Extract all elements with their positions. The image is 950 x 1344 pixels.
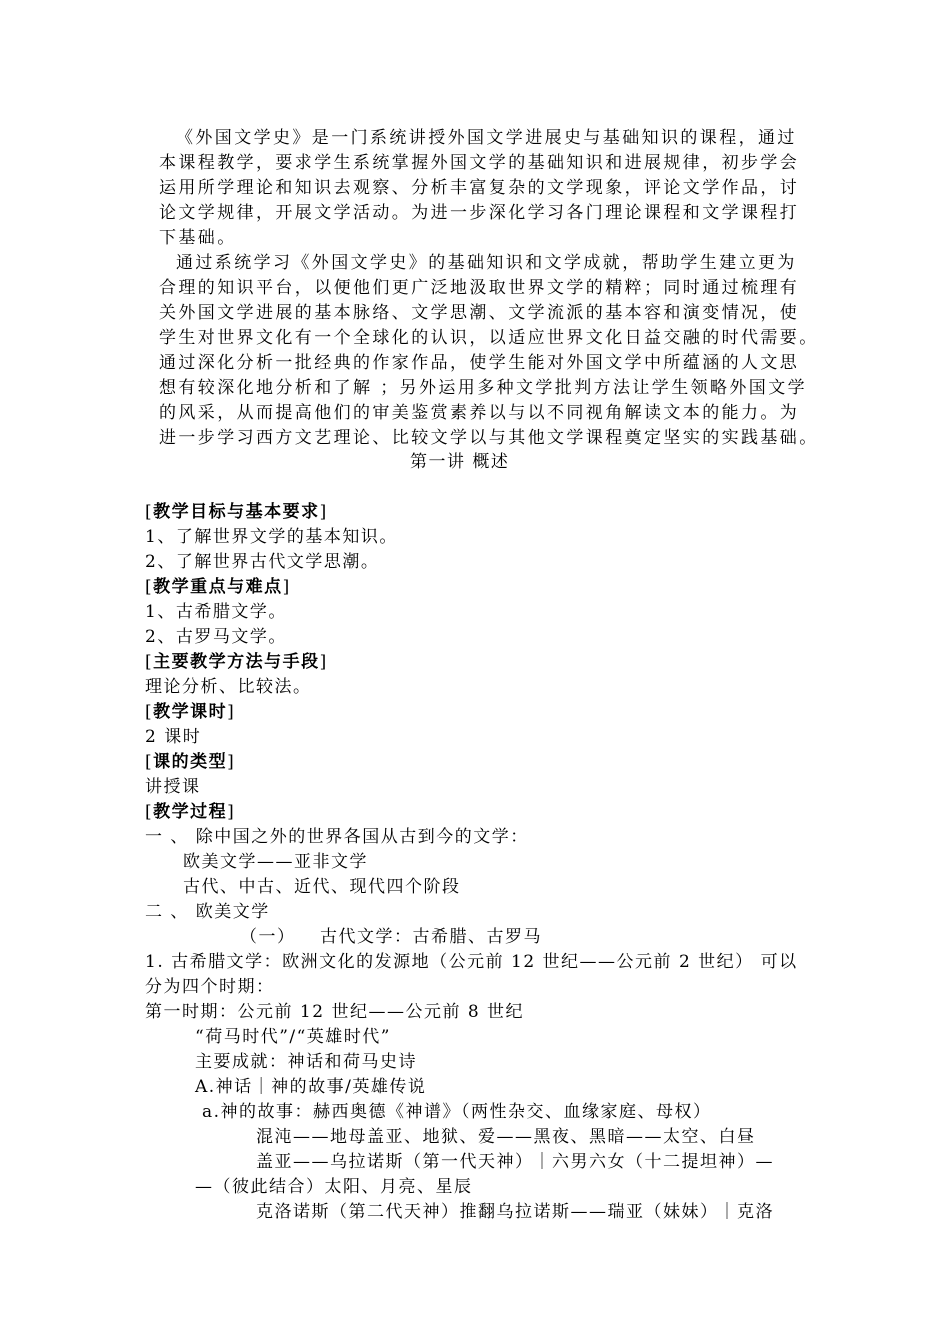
- sub1-text: 古代文学：古希腊、古罗马: [320, 927, 542, 947]
- process-heading-text: 教学过程: [153, 802, 228, 822]
- intro-p2-line4: 学生对世界文化有一个全球化的认识，以适应世界文化日益交融的时代需要。: [159, 328, 819, 348]
- intro-p2-line1: 通过系统学习《外国文学史》的基础知识和文学成就，帮助学生建立更为: [176, 253, 797, 273]
- process-item-2: 二 、 欧美文学: [145, 902, 270, 922]
- type-heading: [课的类型]: [145, 752, 236, 772]
- myth-a1: a.神的故事：赫西奥德《神谱》（两性杂交、血缘家庭、母权）: [202, 1102, 712, 1122]
- period-1-achievement: 主要成就：神话和荷马史诗: [195, 1052, 417, 1072]
- type-text: 讲授课: [145, 777, 201, 797]
- type-heading-text: 课的类型: [153, 752, 228, 772]
- focus-heading-text: 教学重点与难点: [153, 577, 283, 597]
- process-item-1a: 欧美文学——亚非文学: [183, 852, 368, 872]
- goals-item-1: 1、了解世界文学的基本知识。: [145, 527, 398, 547]
- intro-p1-line2: 本课程教学，要求学生系统掌握外国文学的基础知识和进展规律，初步学会: [159, 153, 800, 173]
- intro-p2-line6: 想有较深化地分析和了解 ；另外运用多种文学批判方法让学生领略外国文学: [159, 378, 808, 398]
- intro-p2-line2: 合理的知识平台，以便他们更广泛地汲取世界文学的精粹；同时通过梳理有: [159, 278, 800, 298]
- period-1-name: “荷马时代”/“英雄时代”: [195, 1027, 391, 1047]
- chapter-title: 第一讲 概述: [410, 452, 510, 472]
- period-1: 第一时期：公元前 12 世纪——公元前 8 世纪: [145, 1002, 525, 1022]
- intro-p2-line7: 的风采，从而提高他们的审美鉴赏素养以与以不同视角解读文本的能力。为: [159, 403, 800, 423]
- process-item-1b: 古代、中古、近代、现代四个阶段: [183, 877, 461, 897]
- myth-a1-line-2: 盖亚——乌拉诺斯（第一代天神）｜六男六女（十二提坦神）—: [256, 1152, 774, 1172]
- intro-p2-line8: 进一步学习西方文艺理论、比较文学以与其他文学课程奠定坚实的实践基础。: [159, 428, 819, 448]
- myth-a: A.神话｜神的故事/英雄传说: [195, 1077, 427, 1097]
- process-heading: [教学过程]: [145, 802, 236, 822]
- intro-p1-line3: 运用所学理论和知识去观察、分析丰富复杂的文学现象，评论文学作品，讨: [159, 178, 800, 198]
- goals-heading: [教学目标与基本要求]: [145, 502, 328, 522]
- intro-p1-line4: 论文学规律，开展文学活动。为进一步深化学习各门理论课程和文学课程打: [159, 203, 800, 223]
- goals-heading-text: 教学目标与基本要求: [153, 502, 320, 522]
- focus-item-2: 2、古罗马文学。: [145, 627, 287, 647]
- methods-text: 理论分析、比较法。: [145, 677, 312, 697]
- hours-heading: [教学课时]: [145, 702, 236, 722]
- intro-p1-line1: 《外国文学史》是一门系统讲授外国文学进展史与基础知识的课程，通过: [176, 128, 797, 148]
- greek-line-2: 分为四个时期：: [145, 977, 275, 997]
- focus-item-1: 1、古希腊文学。: [145, 602, 287, 622]
- focus-heading: [教学重点与难点]: [145, 577, 291, 597]
- hours-heading-text: 教学课时: [153, 702, 228, 722]
- myth-a1-line-4: 克洛诺斯（第二代天神）推翻乌拉诺斯——瑞亚（妹妹）｜克洛: [256, 1202, 774, 1222]
- myth-a1-line-1: 混沌——地母盖亚、地狱、爱——黑夜、黑暗——太空、白昼: [256, 1127, 756, 1147]
- process-item-1: 一 、 除中国之外的世界各国从古到今的文学：: [145, 827, 529, 847]
- sub1-number: （一）: [240, 927, 296, 947]
- intro-p2-line3: 关外国文学进展的基本脉络、文学思潮、文学流派的基本容和演变情况，使: [159, 303, 800, 323]
- goals-item-2: 2、了解世界古代文学思潮。: [145, 552, 380, 572]
- methods-heading: [主要教学方法与手段]: [145, 652, 328, 672]
- myth-a1-line-3: —（彼此结合）太阳、月亮、星辰: [195, 1177, 473, 1197]
- greek-line-1: 1. 古希腊文学：欧洲文化的发源地（公元前 12 世纪——公元前 2 世纪） 可以: [145, 952, 798, 972]
- intro-p2-line5: 通过深化分析一批经典的作家作品，使学生能对外国文学中所蕴涵的人文思: [159, 353, 800, 373]
- intro-p1-line5: 下基础。: [159, 228, 237, 248]
- hours-text: 2 课时: [145, 727, 202, 747]
- methods-heading-text: 主要教学方法与手段: [153, 652, 320, 672]
